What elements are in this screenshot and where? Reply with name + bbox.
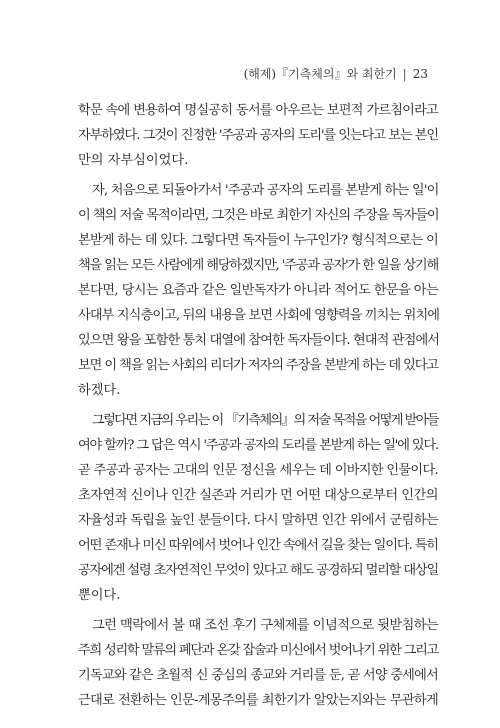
running-title: (해제)『기측체의』와 최한기 — [243, 67, 397, 81]
text-line: 뿐이다. — [78, 588, 121, 603]
text-line: 하겠다. — [78, 383, 121, 398]
text-line: 만의 자부심이었다. — [78, 153, 189, 168]
text-line: 이 책의 저술 목적이라면, 그것은 바로 최한기 자신의 주장을 독자들이 — [78, 208, 439, 223]
paragraph — [78, 178, 438, 403]
text-line: 공자에겐 설령 초자연적인 무엇이 있다고 해도 공경하되 멀리할 대상일 — [78, 563, 438, 578]
text-line: 그런 맥락에서 볼 때 조선 후기 구체제를 이념적으로 뒷받침하는 — [92, 618, 438, 633]
text-line: 그렇다면 지금의 우리는 이 『기측체의』의 저술 목적을 어떻게 받아들 — [92, 413, 438, 428]
text-line: 어떤 존재나 미신 따위에서 벗어나 인간 속에서 길을 찾는 일이다. 특히 — [78, 538, 438, 553]
text-line: 곧 주공과 공자는 고대의 인문 정신을 세우는 데 이바지한 인물이다. — [78, 463, 438, 478]
paragraph — [78, 98, 438, 173]
text-line: 보면 이 책을 읽는 사회의 리더가 저자의 주장을 본받게 하는 데 있다고 — [78, 358, 438, 373]
text-line: 초자연적 신이나 인간 실존과 거리가 먼 어떤 대상으로부터 인간의 — [78, 488, 438, 503]
text-line: 자부하였다. 그것이 진정한 '주공과 공자의 도리'를 잇는다고 보는 본인 — [78, 128, 438, 143]
text-line: 본받게 하는 데 있다. 그렇다면 독자들이 누구인가? 형식적으로는 이 — [78, 233, 438, 248]
text-line: 사대부 지식층이고, 뒤의 내용을 보면 사회에 영향력을 끼치는 위치에 — [78, 308, 440, 323]
body-text — [78, 98, 438, 713]
header-separator: | — [402, 67, 407, 81]
text-line: 자, 처음으로 되돌아가서 '주공과 공자의 도리를 본받게 하는 일'이 — [92, 183, 439, 198]
text-line: 있으면 왕을 포함한 통치 대열에 참여한 독자들이다. 현대적 관점에서 — [78, 333, 440, 348]
paragraph — [78, 613, 438, 713]
paragraph — [78, 408, 438, 608]
text-line: 주희 성리학 말류의 폐단과 온갖 잡술과 미신에서 벗어나기 위한 그리고 — [78, 643, 438, 658]
text-line: 근대로 전환하는 인문-계몽주의를 최한기가 알았는지와는 무관하게 — [78, 693, 438, 708]
page-number: 23 — [412, 67, 428, 81]
text-line: 본다면, 당시는 요즘과 같은 일반독자가 아니라 적어도 한문을 아는 — [78, 283, 439, 298]
text-line: 책을 읽는 모든 사람에게 해당하겠지만, '주공과 공자'가 한 일을 상기해 — [78, 258, 438, 273]
text-line: 여야 할까? 그 답은 역시 '주공과 공자의 도리를 본받게 하는 일'에 있다. — [78, 438, 438, 453]
running-header — [244, 66, 428, 82]
text-line: 학문 속에 변용하여 명실공히 동서를 아우르는 보편적 가르침이라고 — [78, 103, 438, 118]
text-line: 기독교와 같은 초월적 신 중심의 종교와 거리를 둔, 곧 서양 중세에서 — [78, 668, 438, 683]
text-line: 자율성과 독립을 높인 분들이다. 다시 말하면 인간 위에서 군림하는 — [78, 513, 439, 528]
